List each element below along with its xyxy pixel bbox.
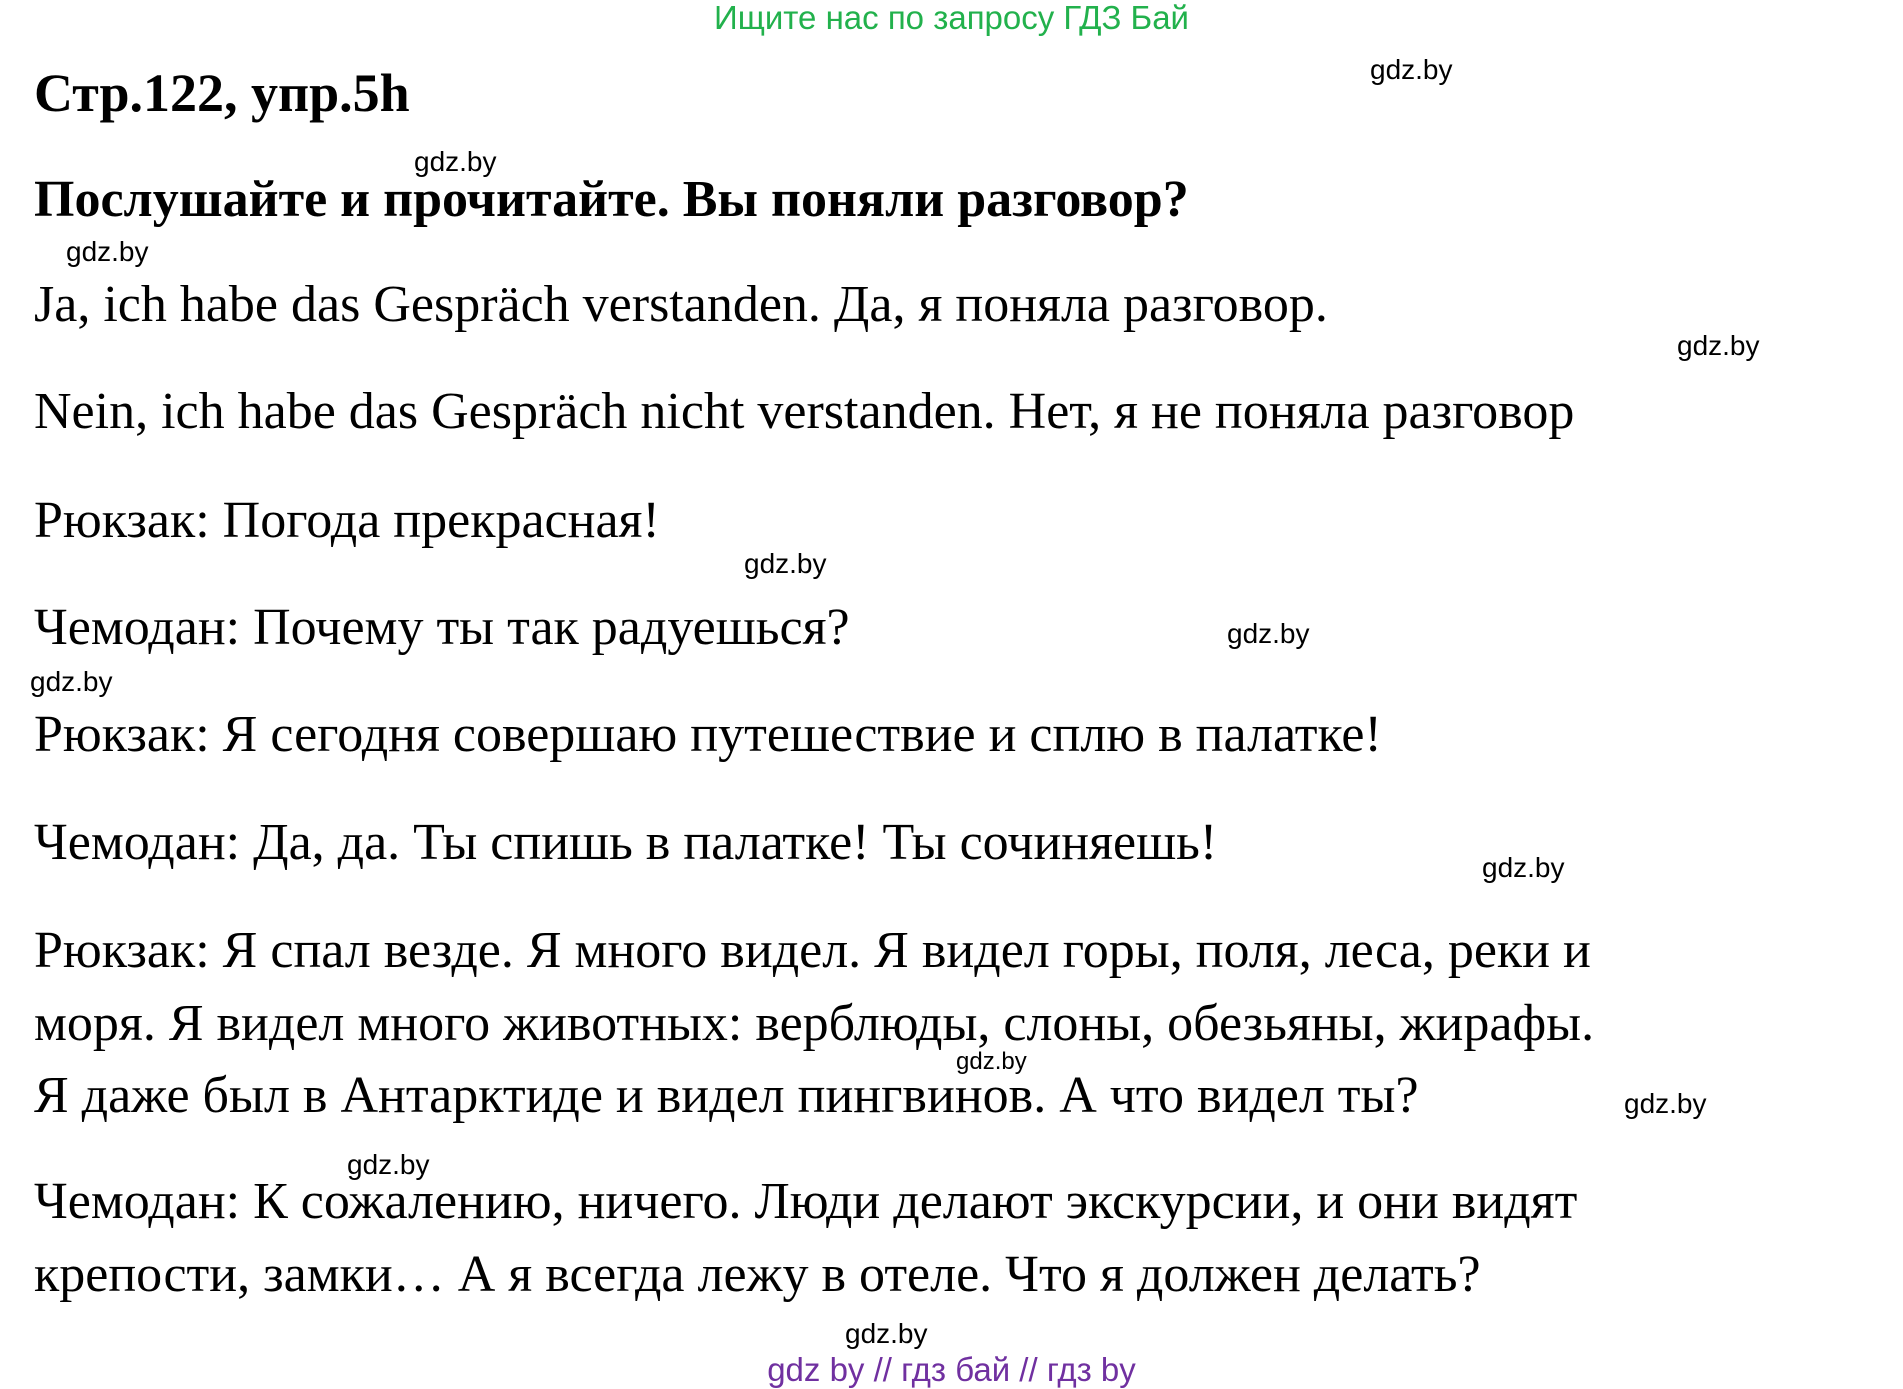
- watermark: gdz.by: [1227, 618, 1310, 649]
- dialogue-line: Рюкзак: Я спал везде. Я много видел. Я видел горы, поля, леса, реки и: [34, 922, 1591, 979]
- dialogue-line: Чемодан: Да, да. Ты спишь в палатке! Ты сочиняешь!: [34, 814, 1218, 871]
- watermark: gdz.by: [414, 146, 497, 177]
- watermark: gdz.by: [347, 1149, 430, 1180]
- watermark: gdz.by: [1370, 54, 1453, 85]
- answer-line-no: Nein, ich habe das Gespräch nicht verstanden. Нет, я не поняла разговор: [34, 383, 1575, 440]
- top-banner: Ищите нас по запросу ГДЗ Бай: [714, 0, 1189, 36]
- watermark: gdz.by: [66, 236, 149, 267]
- footer-links: gdz by // гдз бай // гдз by: [767, 1351, 1136, 1388]
- exercise-instruction: Послушайте и прочитайте. Вы поняли разговор?: [34, 171, 1189, 228]
- dialogue-line: Чемодан: Почему ты так радуешься?: [34, 599, 850, 656]
- dialogue-line: Чемодан: К сожалению, ничего. Люди делают экскурсии, и они видят: [34, 1173, 1578, 1230]
- watermark: gdz.by: [1624, 1088, 1707, 1119]
- dialogue-line: Я даже был в Антарктиде и видел пингвинов. А что видел ты?: [34, 1067, 1419, 1124]
- watermark: gdz.by: [956, 1048, 1027, 1075]
- page-title: Стр.122, упр.5h: [34, 63, 410, 123]
- watermark: gdz.by: [1482, 852, 1565, 883]
- answer-line-yes: Ja, ich habe das Gespräch verstanden. Да, я поняла разговор.: [34, 276, 1328, 333]
- watermark: gdz.by: [30, 666, 113, 697]
- dialogue-line: крепости, замки… А я всегда лежу в отеле. Что я должен делать?: [34, 1246, 1481, 1303]
- watermark: gdz.by: [744, 548, 827, 579]
- dialogue-line: моря. Я видел много животных: верблюды, слоны, обезьяны, жирафы.: [34, 995, 1595, 1052]
- watermark: gdz.by: [1677, 330, 1760, 361]
- dialogue-line: Рюкзак: Погода прекрасная!: [34, 492, 660, 549]
- dialogue-line: Рюкзак: Я сегодня совершаю путешествие и сплю в палатке!: [34, 706, 1382, 763]
- watermark: gdz.by: [845, 1318, 928, 1349]
